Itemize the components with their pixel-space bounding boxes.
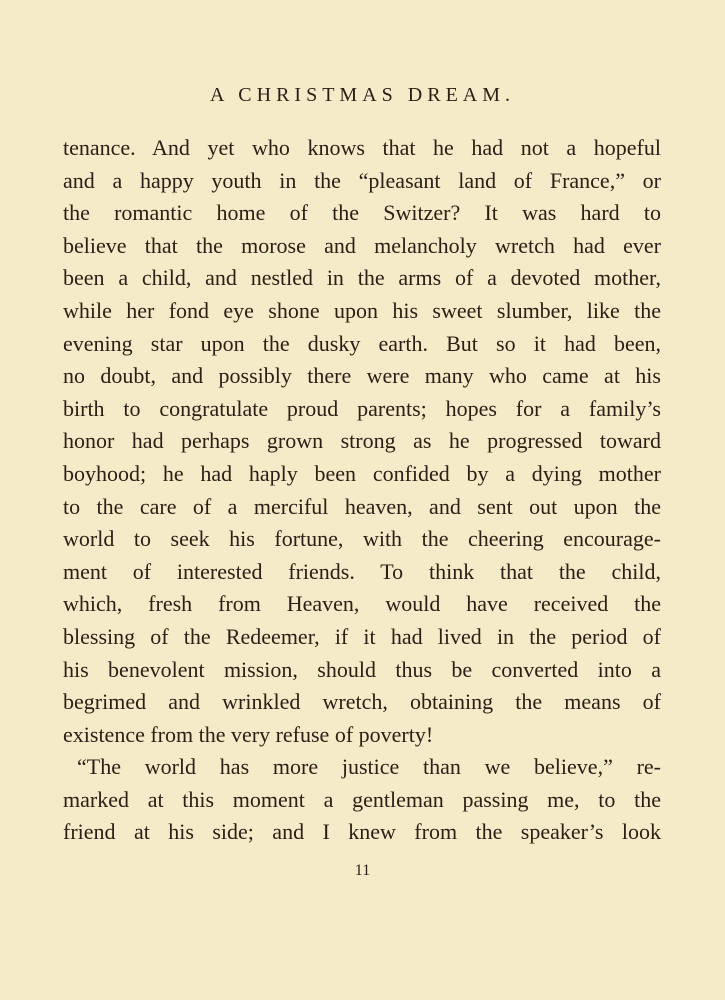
text-line: ment of interested friends. To think that the child, (63, 558, 661, 584)
text-line: no doubt, and possibly there were many who came at his (63, 363, 661, 389)
paragraph-end-line: existence from the very refuse of poverty! (63, 721, 434, 747)
text-line: his benevolent mission, should thus be converted into a (63, 656, 661, 682)
text-line: honor had perhaps grown strong as he progressed toward (63, 428, 661, 454)
text-line: world to seek his fortune, with the cheering encourage- (63, 526, 661, 552)
text-line: evening star upon the dusky earth. But so it had been, (63, 330, 661, 356)
running-head: A CHRISTMAS DREAM. (209, 84, 516, 106)
paragraph-start-line: “The world has more justice than we believe,” re- (77, 754, 661, 780)
text-line: tenance. And yet who knows that he had not a hopeful (63, 135, 661, 160)
text-line: blessing of the Redeemer, if it had lived in the period of (63, 623, 661, 649)
text-line: believe that the morose and melancholy wretch had ever (63, 232, 661, 258)
text-line: boyhood; he had haply been confided by a dying mother (63, 460, 661, 486)
text-line: while her fond eye shone upon his sweet slumber, like the (63, 297, 661, 323)
text-line: which, fresh from Heaven, would have received the (63, 591, 661, 617)
text-line: friend at his side; and I knew from the speaker’s look (63, 819, 661, 845)
text-line: marked at this moment a gentleman passing me, to the (63, 786, 661, 812)
page-number: 11 (354, 862, 371, 879)
text-line: been a child, and nestled in the arms of a devoted mother, (63, 265, 661, 291)
text-line: birth to congratulate proud parents; hopes for a family’s (63, 395, 661, 421)
text-line: the romantic home of the Switzer? It was hard to (63, 200, 661, 226)
text-line: to the care of a merciful heaven, and sent out upon the (63, 493, 661, 519)
body-text (63, 132, 661, 849)
text-line: and a happy youth in the “pleasant land of France,” or (63, 167, 661, 193)
text-line: begrimed and wrinkled wretch, obtaining the means of (63, 689, 661, 715)
